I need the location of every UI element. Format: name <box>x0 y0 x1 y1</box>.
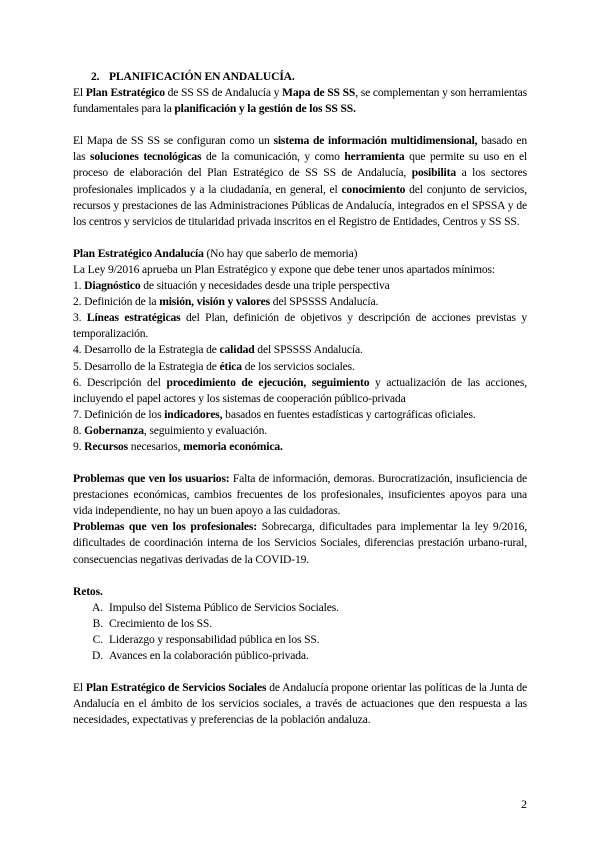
plan-item-2: 2. Definición de la misión, visión y valores del SPSSSS Andalucía. <box>73 295 379 309</box>
section-number: 2. <box>91 70 100 83</box>
intro-paragraph: El Plan Estratégico de SS SS de Andalucía y Mapa de SS SS, se complementan y son herramientas fundamentales para la planificación y la gestión de los SS SS. <box>73 86 528 116</box>
problemas-profesionales: Problemas que ven los profesionales: Sobrecarga, dificultades para implementar la ley 9/2016, dificultades de coordinación interna de los Servicios Sociales, diferencias prestación urbano-rural, consecuencias negativas derivadas de la COVID-19. <box>73 520 527 566</box>
plan-item-3: 3. Líneas estratégicas del Plan, definición de objetivos y descripción de acciones previstas y temporalización. <box>73 311 527 341</box>
plan-item-8: 8. Gobernanza, seguimiento y evaluación. <box>73 423 267 437</box>
plan-item-1: 1. Diagnóstico de situación y necesidades desde una triple perspectiva <box>73 279 390 293</box>
list-item: D. Avances en la colaboración público-privada. <box>92 649 309 662</box>
plan-title: Plan Estratégico Andalucía (No hay que saberlo de memoria) <box>73 246 358 260</box>
list-item: B. Crecimiento de los SS. <box>92 616 212 630</box>
plan-item-7: 7. Definición de los indicadores, basados en fuentes estadísticas y cartográficas oficiales. <box>73 407 476 421</box>
plan-item-6: 6. Descripción del procedimiento de ejecución, seguimiento y actualización de las acciones, incluyendo el papel actores y los sistemas de cooperación público-privada <box>73 375 527 405</box>
retos-title: Retos. <box>73 584 103 598</box>
plan-item-9: 9. Recursos necesarios, memoria económica. <box>73 439 283 453</box>
problemas-usuarios: Problemas que ven los usuarios: Falta de información, demoras. Burocratización, insuficiencia de prestaciones económicas, cambios frecuentes de los profesionales, insuficientes apoyos para una vida independiente, no hay un buen apoyo a las cuidadoras. <box>73 472 527 518</box>
section-title: PLANIFICACIÓN EN ANDALUCÍA. <box>109 70 295 83</box>
closing-paragraph: El Plan Estratégico de Servicios Sociales de Andalucía propone orientar las políticas de la Junta de Andalucía en el ámbito de los servicios sociales, a través de actuaciones que den respuesta a las necesidades, expectativas y preferencias de la población andaluza. <box>73 681 527 727</box>
section-heading <box>73 69 527 85</box>
mapa-paragraph: El Mapa de SS SS se configuran como un sistema de información multidimensional, basado en las soluciones tecnológicas de la comunicación, y como herramienta que permite su uso en el proceso de elaboración del Plan Estratégico de SS SS de Andalucía, posibilita a los sectores profesionales implicados y a la ciudadanía, en general, el conocimiento del conjunto de servicios, recursos y prestaciones de las Administraciones Públicas de Andalucía, integrados en el SPSSA y de los centros y servicios de titularidad privada inscritos en el Registro de Entidades, Centros y SS SS. <box>73 134 528 228</box>
plan-item-4: 4. Desarrollo de la Estrategia de calidad del SPSSSS Andalucía. <box>73 343 363 357</box>
plan-item-5: 5. Desarrollo de la Estrategia de ética de los servicios sociales. <box>73 359 355 373</box>
plan-intro: La Ley 9/2016 aprueba un Plan Estratégico y expone que debe tener unos apartados mínimos: <box>73 262 495 276</box>
page-content <box>73 69 527 728</box>
list-item: C. Liderazgo y responsabilidad pública en los SS. <box>92 632 320 646</box>
list-item: A. Impulso del Sistema Público de Servicios Sociales. <box>92 600 339 614</box>
page-number: 2 <box>521 797 527 811</box>
retos-list <box>73 600 527 664</box>
